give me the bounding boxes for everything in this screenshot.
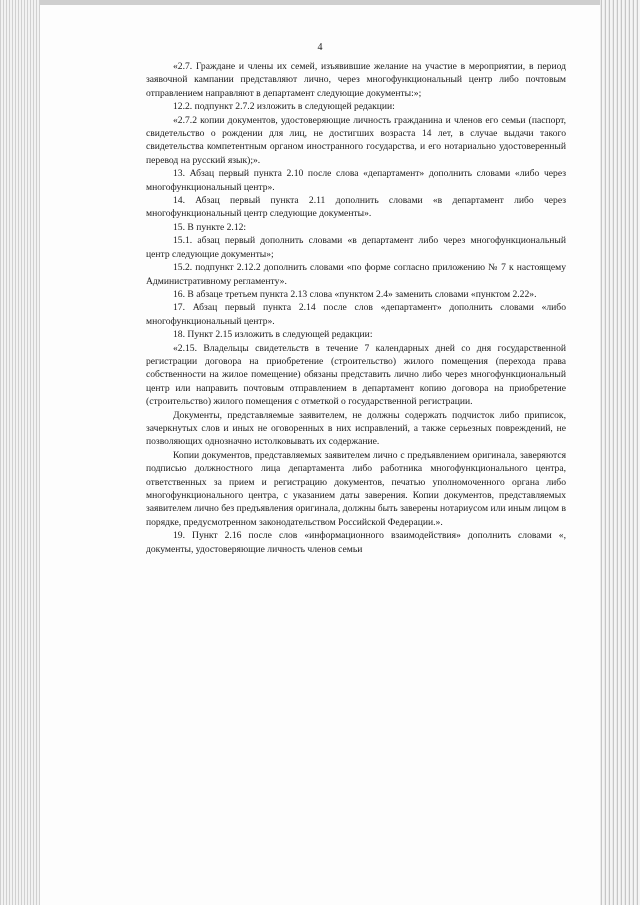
- paragraph-18: 18. Пункт 2.15 изложить в следующей редакции:: [173, 329, 373, 341]
- paragraph-copies: Копии документов, представляемых заявителем лично с предъявлением оригинала, заверяются подписью должностного лица департамента либо работника многофункционального центра, ответственных за прием и регистрацию документов, печатью уполномоченного органа либо многофункционального центра, с указанием даты заверения. Копии документов, представляемых заявителем лично без предъявления оригинала, должны быть заверены нотариусом или иным лицом в порядке, предусмотренном законодательством Российской Федерации.».: [146, 449, 566, 528]
- paragraph-13: 13. Абзац первый пункта 2.10 после слова «департамент» дополнить словами «либо через многофункциональный центр».: [146, 168, 566, 193]
- paragraph-15-2: 15.2. подпункт 2.12.2 дополнить словами «по форме согласно приложению № 7 к настоящему Административному регламенту».: [146, 262, 566, 287]
- page-number: 4: [317, 42, 323, 53]
- scan-edge-right: [600, 0, 640, 905]
- paragraph-16: 16. В абзаце третьем пункта 2.13 слова «пунктом 2.4» заменить словами «пунктом 2.22».: [173, 288, 537, 300]
- paragraph-2-7-2: «2.7.2 копии документов, удостоверяющие личность гражданина и членов его семьи (паспорт, свидетельство о рождении для лиц, не достигших возраста 14 лет, в случае выдачи такого свидетельства компетентным органом иностранного государства, и его нотариально удостоверенный перевод на русский язык);».: [146, 114, 566, 166]
- paragraph-15: 15. В пункте 2.12:: [173, 221, 247, 233]
- paragraph-12-2: 12.2. подпункт 2.7.2 изложить в следующей редакции:: [173, 101, 395, 113]
- scan-edge-left: [0, 0, 40, 905]
- paragraph-17: 17. Абзац первый пункта 2.14 после слов «департамент» дополнить словами «либо многофункциональный центр».: [146, 302, 566, 327]
- document-body: [146, 60, 566, 556]
- paragraph-19: 19. Пункт 2.16 после слов «информационного взаимодействия» дополнить словами «, документы, удостоверяющие личность членов семьи: [146, 530, 566, 555]
- scan-edge-top: [40, 0, 600, 5]
- paragraph-14: 14. Абзац первый пункта 2.11 дополнить словами «в департамент либо через многофункциональный центр следующие документы».: [146, 195, 566, 220]
- paragraph-documents: Документы, представляемые заявителем, не должны содержать подчисток либо приписок, зачеркнутых слов и иных не оговоренных в них исправлений, а также серьезных повреждений, не позволяющих однозначно истолковывать их содержание.: [146, 409, 566, 448]
- paragraph-2-7: «2.7. Граждане и члены их семей, изъявившие желание на участие в мероприятии, в период заявочной кампании представляют лично, через многофункциональный центр либо почтовым отправлением направляют в департамент следующие документы:»;: [146, 61, 566, 99]
- paragraph-15-1: 15.1. абзац первый дополнить словами «в департамент либо через многофункциональный центр следующие документы»;: [146, 235, 566, 260]
- paragraph-2-15: «2.15. Владельцы свидетельств в течение 7 календарных дней со дня государственной регистрации договора на приобретение (строительство) жилого помещения (перехода права собственности на жилое помещение) обязаны представить лично либо через многофункциональный центр или направить почтовым отправлением в департамент копию договора на приобретение (строительство) жилого помещения с отметкой о государственной регистрации.: [146, 342, 566, 408]
